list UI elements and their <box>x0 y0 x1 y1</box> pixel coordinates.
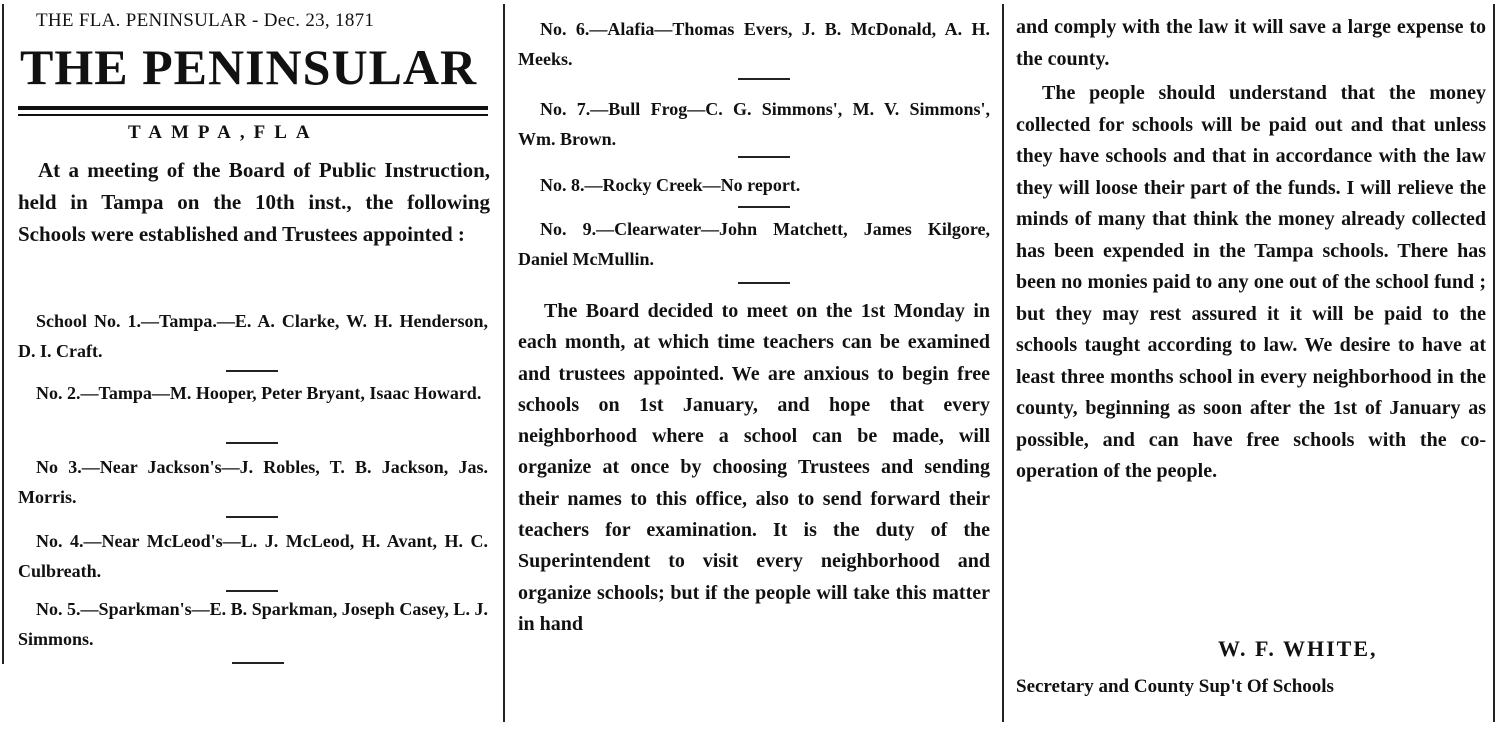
column-rule-2 <box>1002 4 1004 722</box>
masthead-rule-thick <box>18 106 488 110</box>
school-entry-5: No. 5.—Sparkman's—E. B. Sparkman, Joseph Casey, L. J. Simmons. <box>18 599 488 649</box>
school-entry-9: No. 9.—Clearwater—John Matchett, James Kilgore, Daniel McMullin. <box>518 219 990 269</box>
school-entry-3: No 3.—Near Jackson's—J. Robles, T. B. Jackson, Jas. Morris. <box>18 457 488 507</box>
divider <box>738 78 790 80</box>
divider <box>232 662 284 664</box>
divider <box>226 516 278 518</box>
school-entry-1: School No. 1.—Tampa.—E. A. Clarke, W. H. Henderson, D. I. Craft. <box>18 311 488 361</box>
subhead: TAMPA,FLA <box>128 122 319 143</box>
divider <box>738 282 790 284</box>
signature-name: W. F. WHITE, <box>1218 636 1378 661</box>
masthead-rule-thin <box>18 114 488 116</box>
dateline: THE FLA. PENINSULAR - Dec. 23, 1871 <box>36 10 375 31</box>
divider <box>226 370 278 372</box>
school-entry-8: No. 8.—Rocky Creek—No report. <box>540 175 801 195</box>
column-rule-left <box>2 4 4 664</box>
signature-title: Secretary and County Sup't Of Schools <box>1016 676 1334 697</box>
intro-paragraph: At a meeting of the Board of Public Instruction, held in Tampa on the 10th inst., the following Schools were established and Trustees appointed : <box>18 158 490 246</box>
divider <box>226 590 278 592</box>
school-entry-7: No. 7.—Bull Frog—C. G. Simmons', M. V. Simmons', Wm. Brown. <box>518 99 990 149</box>
school-entry-6: No. 6.—Alafia—Thomas Evers, J. B. McDonald, A. H. Meeks. <box>518 19 990 69</box>
column-rule-right <box>1493 4 1495 722</box>
board-paragraph: The Board decided to meet on the 1st Monday in each month, at which time teachers can be examined and trustees appointed. We are anxious to begin free schools on 1st January, and hope that every neighborhood where a school can be made, will organize at once by choosing Trustees and sending their names to this office, also to send forward their teachers for examination. It is the duty of the Superintendent to visit every neighborhood and organize schools; but if the people will take this matter in hand <box>518 300 990 635</box>
divider <box>738 156 790 158</box>
divider <box>226 442 278 444</box>
school-entry-2: No. 2.—Tampa—M. Hooper, Peter Bryant, Isaac Howard. <box>36 383 482 403</box>
continuation-paragraph: and comply with the law it will save a large expense to the county. <box>1016 16 1486 70</box>
people-paragraph: The people should understand that the money collected for schools will be paid out and that unless they have schools and that in accordance with the law they will loose their part of the funds. I will relieve the minds of many that think the money already collected has been expended in the Tampa schools. There has been no monies paid to any one out of the school fund ; but they may rest assured it it will be paid to the schools taught according to law. We desire to have at least three months school in every neighborhood in the county, beginning as soon after the 1st of January as possible, and can have free schools with the co-operation of the people. <box>1016 82 1486 482</box>
school-entry-4: No. 4.—Near McLeod's—L. J. McLeod, H. Avant, H. C. Culbreath. <box>18 531 488 581</box>
masthead: THE PENINSULAR <box>20 39 478 95</box>
column-rule-1 <box>503 4 505 722</box>
divider <box>738 206 790 208</box>
